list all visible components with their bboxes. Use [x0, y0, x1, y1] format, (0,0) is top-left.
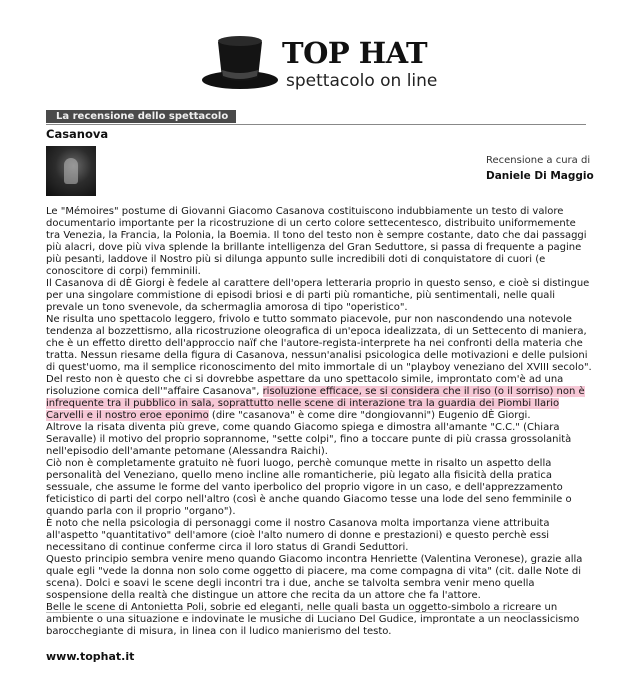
review-credit-label: Recensione a cura di — [486, 155, 591, 166]
article-paragraph: Ne risulta uno spettacolo leggero, frivolo e tutto sommato piacevole, pur non nascondendo una notevole tendenza al bozzettismo, alla ricostruzione oleografica di un'epoca idealizzata, di un Settecento di maniera, che è un effetto diretto dell'approccio naïf che l'autore-regista-interprete ha nei confronti della materia che tratta. Nessun riesame della figura di Casanova, nessun'analisi psicologica delle motivazioni e delle pulsioni di quest'uomo, ma il semplice riconoscimento del mito immortale di un "playboy veneziano del XVIII secolo". — [46, 314, 592, 373]
site-logo[interactable] — [200, 30, 440, 100]
article-paragraph: Belle le scene di Antonietta Poli, sobrie ed eleganti, nelle quali basta un oggetto-simbolo a ricreare un ambiente o una situazione e indovinate le musiche di Luciano Del Gudice, improntate a un neoclassicismo barocchegiante di misura, in linea con il ludico manierismo del testo. — [46, 602, 580, 637]
section-label: La recensione dello spettacolo — [46, 110, 236, 123]
article-text: (dire "casanova" è come dire "dongiovanni") Eugenio dÈ Giorgi. — [208, 410, 531, 421]
reviewer-name: Daniele Di Maggio — [486, 170, 594, 182]
article-paragraph: Il Casanova di dÈ Giorgi è fedele al carattere dell'opera letteraria proprio in questo senso, e cioè si distingue per una singolare commistione di episodi briosi e di parti più romantiche, più sentimentali, nelle quali prevale un tono svenevole, da schermaglia amorosa di tipo "operistico". — [46, 278, 590, 313]
highlighted-text: risoluzione efficace, se si considera che il riso (o il sorriso) non è infrequente tra il pubblico in sala, soprattutto nelle scene di interazione tra la guardia dei Piombi Ilario Carvelli e il nostro eroe eponimo — [46, 386, 585, 421]
article-paragraph — [46, 374, 592, 422]
footer-url-link[interactable]: www.tophat.it — [46, 650, 135, 663]
article-paragraph: Ciò non è completamente gratuito nè fuori luogo, perchè comunque mette in risalto un aspetto della personalità del Veneziano, quello meno incline alle romanticherie, più legato alla fisicità della pratica sessuale, che assume le forme del vanto iperbolico del proprio vigore in un caso, e dell'apprezzamento feticistico di parti del corpo nell'altro (così è anche quando Giacomo tesse una lode del seno femminile o quando parla con il proprio "organo"). — [46, 458, 572, 517]
thumbnail-figure — [64, 158, 78, 184]
article-paragraph: Questo principio sembra venire meno quando Giacomo incontra Henriette (Valentina Veronese), grazie alla quale egli "vede la donna non solo come oggetto di piacere, ma come compagna di vita" (cit. dalle Note di scena). Dolci e soavi le scene degli incontri tra i due, anche se talvolta sembra venir meno quella sospensione della realtà che distingue un attore che recita da un attore che fa l'attore. — [46, 554, 583, 601]
divider — [46, 612, 530, 613]
article-text: Del resto non è questo che ci si dovrebbe aspettare da uno spettacolo simile, improntato com'è ad una risoluzione comica dell'"affaire Casanova", — [46, 374, 564, 397]
article-paragraph: Altrove la risata diventa più greve, come quando Giacomo spiega e dimostra all'amante "C.C." (Chiara Seravalle) il motivo del proprio soprannome, "sette colpi", fino a toccare punte di più crassa grossolanità nell'episodio dell'amante petomane (Alessandra Raichi). — [46, 422, 572, 457]
logo-subtitle: spettacolo on line — [286, 71, 438, 91]
logo-title: TOP HAT — [282, 36, 428, 70]
top-hat-icon — [200, 32, 280, 92]
section-band — [46, 110, 586, 125]
article-paragraph: Le "Mémoires" postume di Giovanni Giacomo Casanova costituiscono indubbiamente un testo di valore documentario importante per la ricostruzione di un certo colore settecentesco, distribuito uniformemente tra Venezia, la Francia, la Polonia, la Boemia. Il tono del testo non è sempre costante, dato che dai passaggi più alacri, dove più viva splende la brillante intelligenza del Gran Seduttore, si passa di frequente a pagine più pesanti, laddove il Nostro più si dilunga appunto sulle incredibili doti di conquistatore di cuori (e conoscitore di corpi) femminili. — [46, 206, 587, 277]
article-body — [46, 206, 592, 638]
show-title: Casanova — [46, 127, 109, 141]
article-paragraph: È noto che nella psicologia di personaggi come il nostro Casanova molta importanza viene attribuita all'aspetto "quantitativo" dell'amore (cioè l'alto numero di donne e prestazioni) e questo perchè essi necessitano di continue conferme circa il loro status di Grandi Seduttori. — [46, 518, 550, 553]
show-thumbnail — [46, 146, 96, 196]
